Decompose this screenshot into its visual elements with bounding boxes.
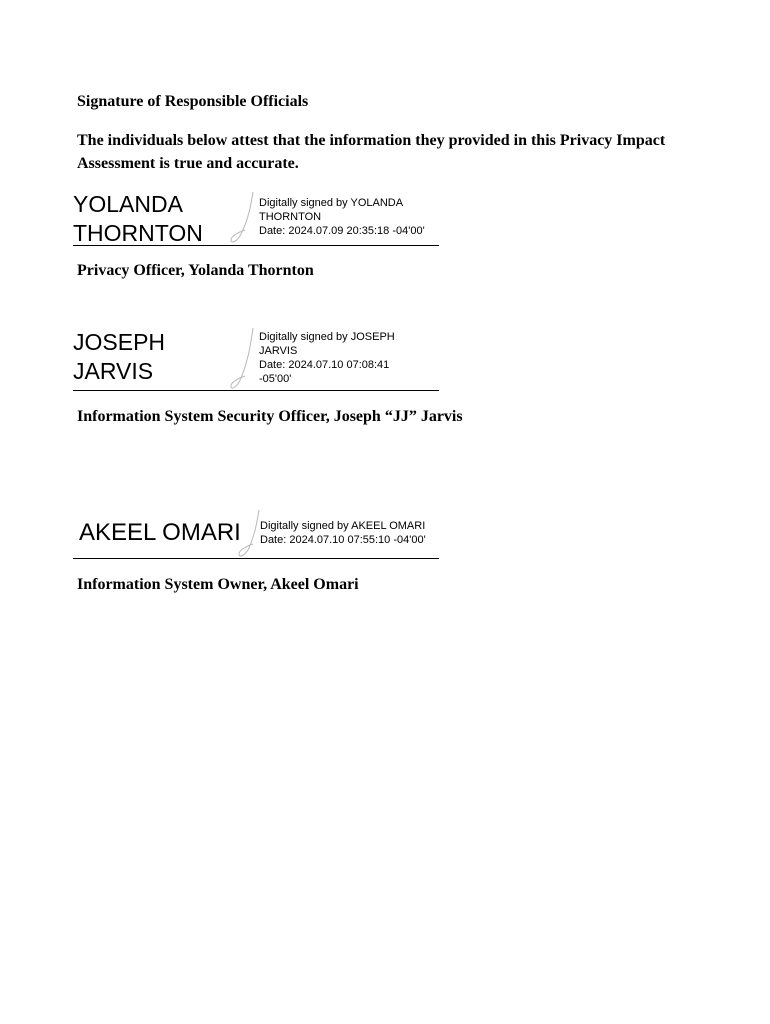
signature-line (73, 245, 439, 246)
signature-details (259, 330, 395, 386)
signer-name-line: JOSEPH (73, 329, 166, 355)
signature-date: Date: 2024.07.09 20:35:18 -04'00' (259, 225, 425, 237)
signature-date: Date: 2024.07.10 07:55:10 -04'00' (260, 534, 426, 546)
attestation-text: The individuals below attest that the information they provided in this Privacy Impact Assessment is true and accurate. (77, 132, 666, 172)
signer-name-line: YOLANDA (73, 191, 183, 217)
signature-swash-icon (223, 326, 263, 392)
signature-block-system-owner[interactable] (73, 508, 439, 562)
signed-by-line: THORNTON (259, 211, 322, 223)
role-caption: Privacy Officer, Yolanda Thornton (77, 262, 314, 279)
page-heading: Signature of Responsible Officials (77, 93, 309, 110)
role-caption: Information System Owner, Akeel Omari (77, 576, 359, 593)
signature-swash-icon (223, 190, 263, 246)
signature-line (73, 390, 439, 391)
signed-by-line: Digitally signed by AKEEL OMARI (260, 520, 426, 532)
signer-name-line: AKEEL OMARI (79, 519, 241, 546)
signature-date-offset: -05'00' (259, 373, 292, 385)
signature-line (73, 558, 439, 559)
signature-block-security-officer[interactable] (73, 326, 439, 394)
signed-by-line: Digitally signed by JOSEPH (259, 331, 395, 343)
signer-name-line: JARVIS (73, 358, 154, 384)
signer-name (79, 518, 241, 547)
signed-by-line: JARVIS (259, 345, 298, 357)
signature-details (260, 519, 426, 547)
signature-date: Date: 2024.07.10 07:08:41 (259, 359, 390, 371)
signer-name-line: THORNTON (73, 220, 203, 246)
signature-block-privacy-officer[interactable] (73, 190, 439, 248)
signed-by-line: Digitally signed by YOLANDA (259, 197, 404, 209)
role-caption: Information System Security Officer, Joseph “JJ” Jarvis (77, 408, 463, 425)
signer-name (73, 328, 165, 386)
signer-name (73, 190, 203, 248)
signature-details (259, 196, 425, 238)
